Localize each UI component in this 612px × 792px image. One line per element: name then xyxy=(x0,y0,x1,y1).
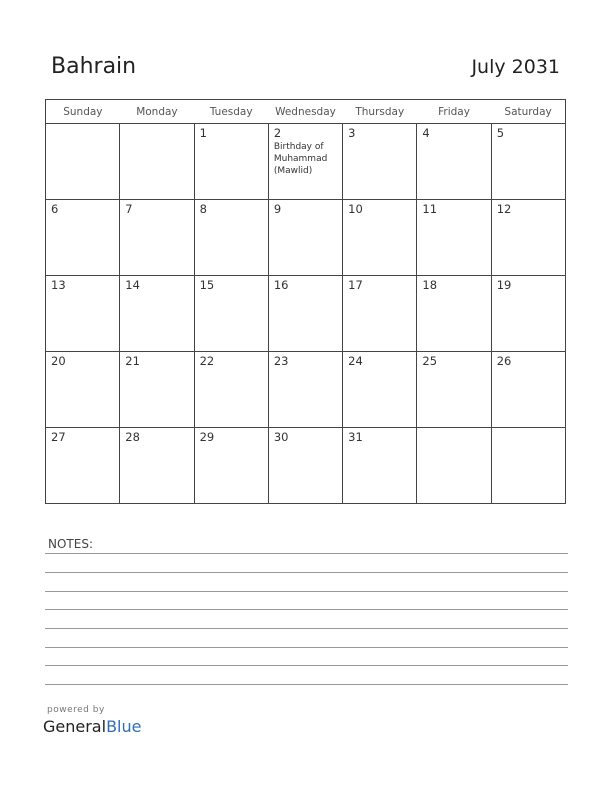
notes-line xyxy=(45,553,568,554)
day-number: 4 xyxy=(422,126,430,140)
day-cell xyxy=(491,428,565,504)
day-cell xyxy=(46,276,120,352)
weekday-header: Sunday xyxy=(46,100,120,124)
notes-line xyxy=(45,572,568,573)
day-cell xyxy=(343,200,417,276)
day-number: 11 xyxy=(422,202,438,216)
weekday-header: Saturday xyxy=(491,100,565,124)
day-number: 20 xyxy=(51,354,66,368)
day-cell xyxy=(46,200,120,276)
day-cell xyxy=(417,200,491,276)
notes-line xyxy=(45,609,568,610)
week-row xyxy=(46,200,566,276)
day-cell xyxy=(417,124,491,200)
day-number: 5 xyxy=(496,126,505,140)
day-number: 26 xyxy=(496,354,512,368)
weekday-header: Thursday xyxy=(343,100,417,124)
day-number: 18 xyxy=(422,278,438,292)
notes-line xyxy=(45,665,568,666)
day-cell xyxy=(194,276,268,352)
week-row xyxy=(46,124,566,200)
day-number: 31 xyxy=(348,430,363,444)
day-number: 17 xyxy=(348,278,363,292)
day-cell xyxy=(120,276,194,352)
day-number: 8 xyxy=(199,202,207,216)
week-row xyxy=(46,428,566,504)
day-cell xyxy=(194,200,268,276)
day-cell xyxy=(343,276,417,352)
calendar-country-title: Bahrain xyxy=(51,54,137,79)
day-number: 7 xyxy=(125,202,133,216)
day-cell xyxy=(120,352,194,428)
day-cell xyxy=(194,124,268,200)
day-cell xyxy=(417,352,491,428)
day-cell xyxy=(491,352,565,428)
notes-line xyxy=(45,591,568,592)
day-cell xyxy=(491,276,565,352)
day-cell xyxy=(268,276,342,352)
day-cell xyxy=(268,428,342,504)
day-cell xyxy=(491,200,565,276)
day-cell xyxy=(120,428,194,504)
weekday-header-row xyxy=(46,100,566,124)
notes-label: NOTES: xyxy=(48,537,93,551)
day-number: 19 xyxy=(496,278,512,292)
weekday-header: Monday xyxy=(120,100,194,124)
week-row xyxy=(46,352,566,428)
day-number: 3 xyxy=(348,126,356,140)
day-cell xyxy=(268,352,342,428)
day-cell xyxy=(268,124,342,200)
holiday-label: Birthday of Muhammad (Mawlid) xyxy=(273,142,328,176)
day-cell xyxy=(46,124,120,200)
day-cell xyxy=(120,124,194,200)
brand-general: General xyxy=(43,717,107,736)
day-cell xyxy=(46,428,120,504)
day-cell xyxy=(120,200,194,276)
day-number: 16 xyxy=(273,278,289,292)
day-cell xyxy=(343,428,417,504)
notes-line xyxy=(45,684,568,685)
day-number: 28 xyxy=(125,430,140,444)
day-number: 23 xyxy=(273,354,289,368)
day-number: 12 xyxy=(496,202,512,216)
day-cell xyxy=(343,124,417,200)
powered-by-text: powered by xyxy=(47,705,105,715)
weekday-header: Friday xyxy=(417,100,491,124)
calendar-grid xyxy=(45,99,566,504)
day-number: 2 xyxy=(273,126,282,140)
generalblue-logo[interactable] xyxy=(43,717,141,736)
day-number: 22 xyxy=(199,354,215,368)
day-number: 14 xyxy=(125,278,140,292)
day-number: 1 xyxy=(199,126,207,140)
day-number: 30 xyxy=(273,430,289,444)
calendar-month-title: July 2031 xyxy=(471,56,560,78)
day-cell xyxy=(46,352,120,428)
brand-blue: Blue xyxy=(106,717,142,736)
day-number: 25 xyxy=(422,354,438,368)
day-number: 24 xyxy=(348,354,363,368)
day-cell xyxy=(268,200,342,276)
day-cell xyxy=(343,352,417,428)
notes-line xyxy=(45,647,568,648)
week-row xyxy=(46,276,566,352)
day-cell xyxy=(194,352,268,428)
day-cell xyxy=(417,428,491,504)
notes-line xyxy=(45,628,568,629)
weekday-header: Wednesday xyxy=(268,100,342,124)
day-number: 29 xyxy=(199,430,215,444)
day-number: 9 xyxy=(273,202,282,216)
day-number: 13 xyxy=(51,278,66,292)
day-number: 21 xyxy=(125,354,140,368)
day-cell xyxy=(194,428,268,504)
day-number: 6 xyxy=(51,202,59,216)
day-number: 27 xyxy=(51,430,66,444)
day-number: 15 xyxy=(199,278,215,292)
day-cell xyxy=(417,276,491,352)
weekday-header: Tuesday xyxy=(194,100,268,124)
day-cell xyxy=(491,124,565,200)
day-number: 10 xyxy=(348,202,363,216)
